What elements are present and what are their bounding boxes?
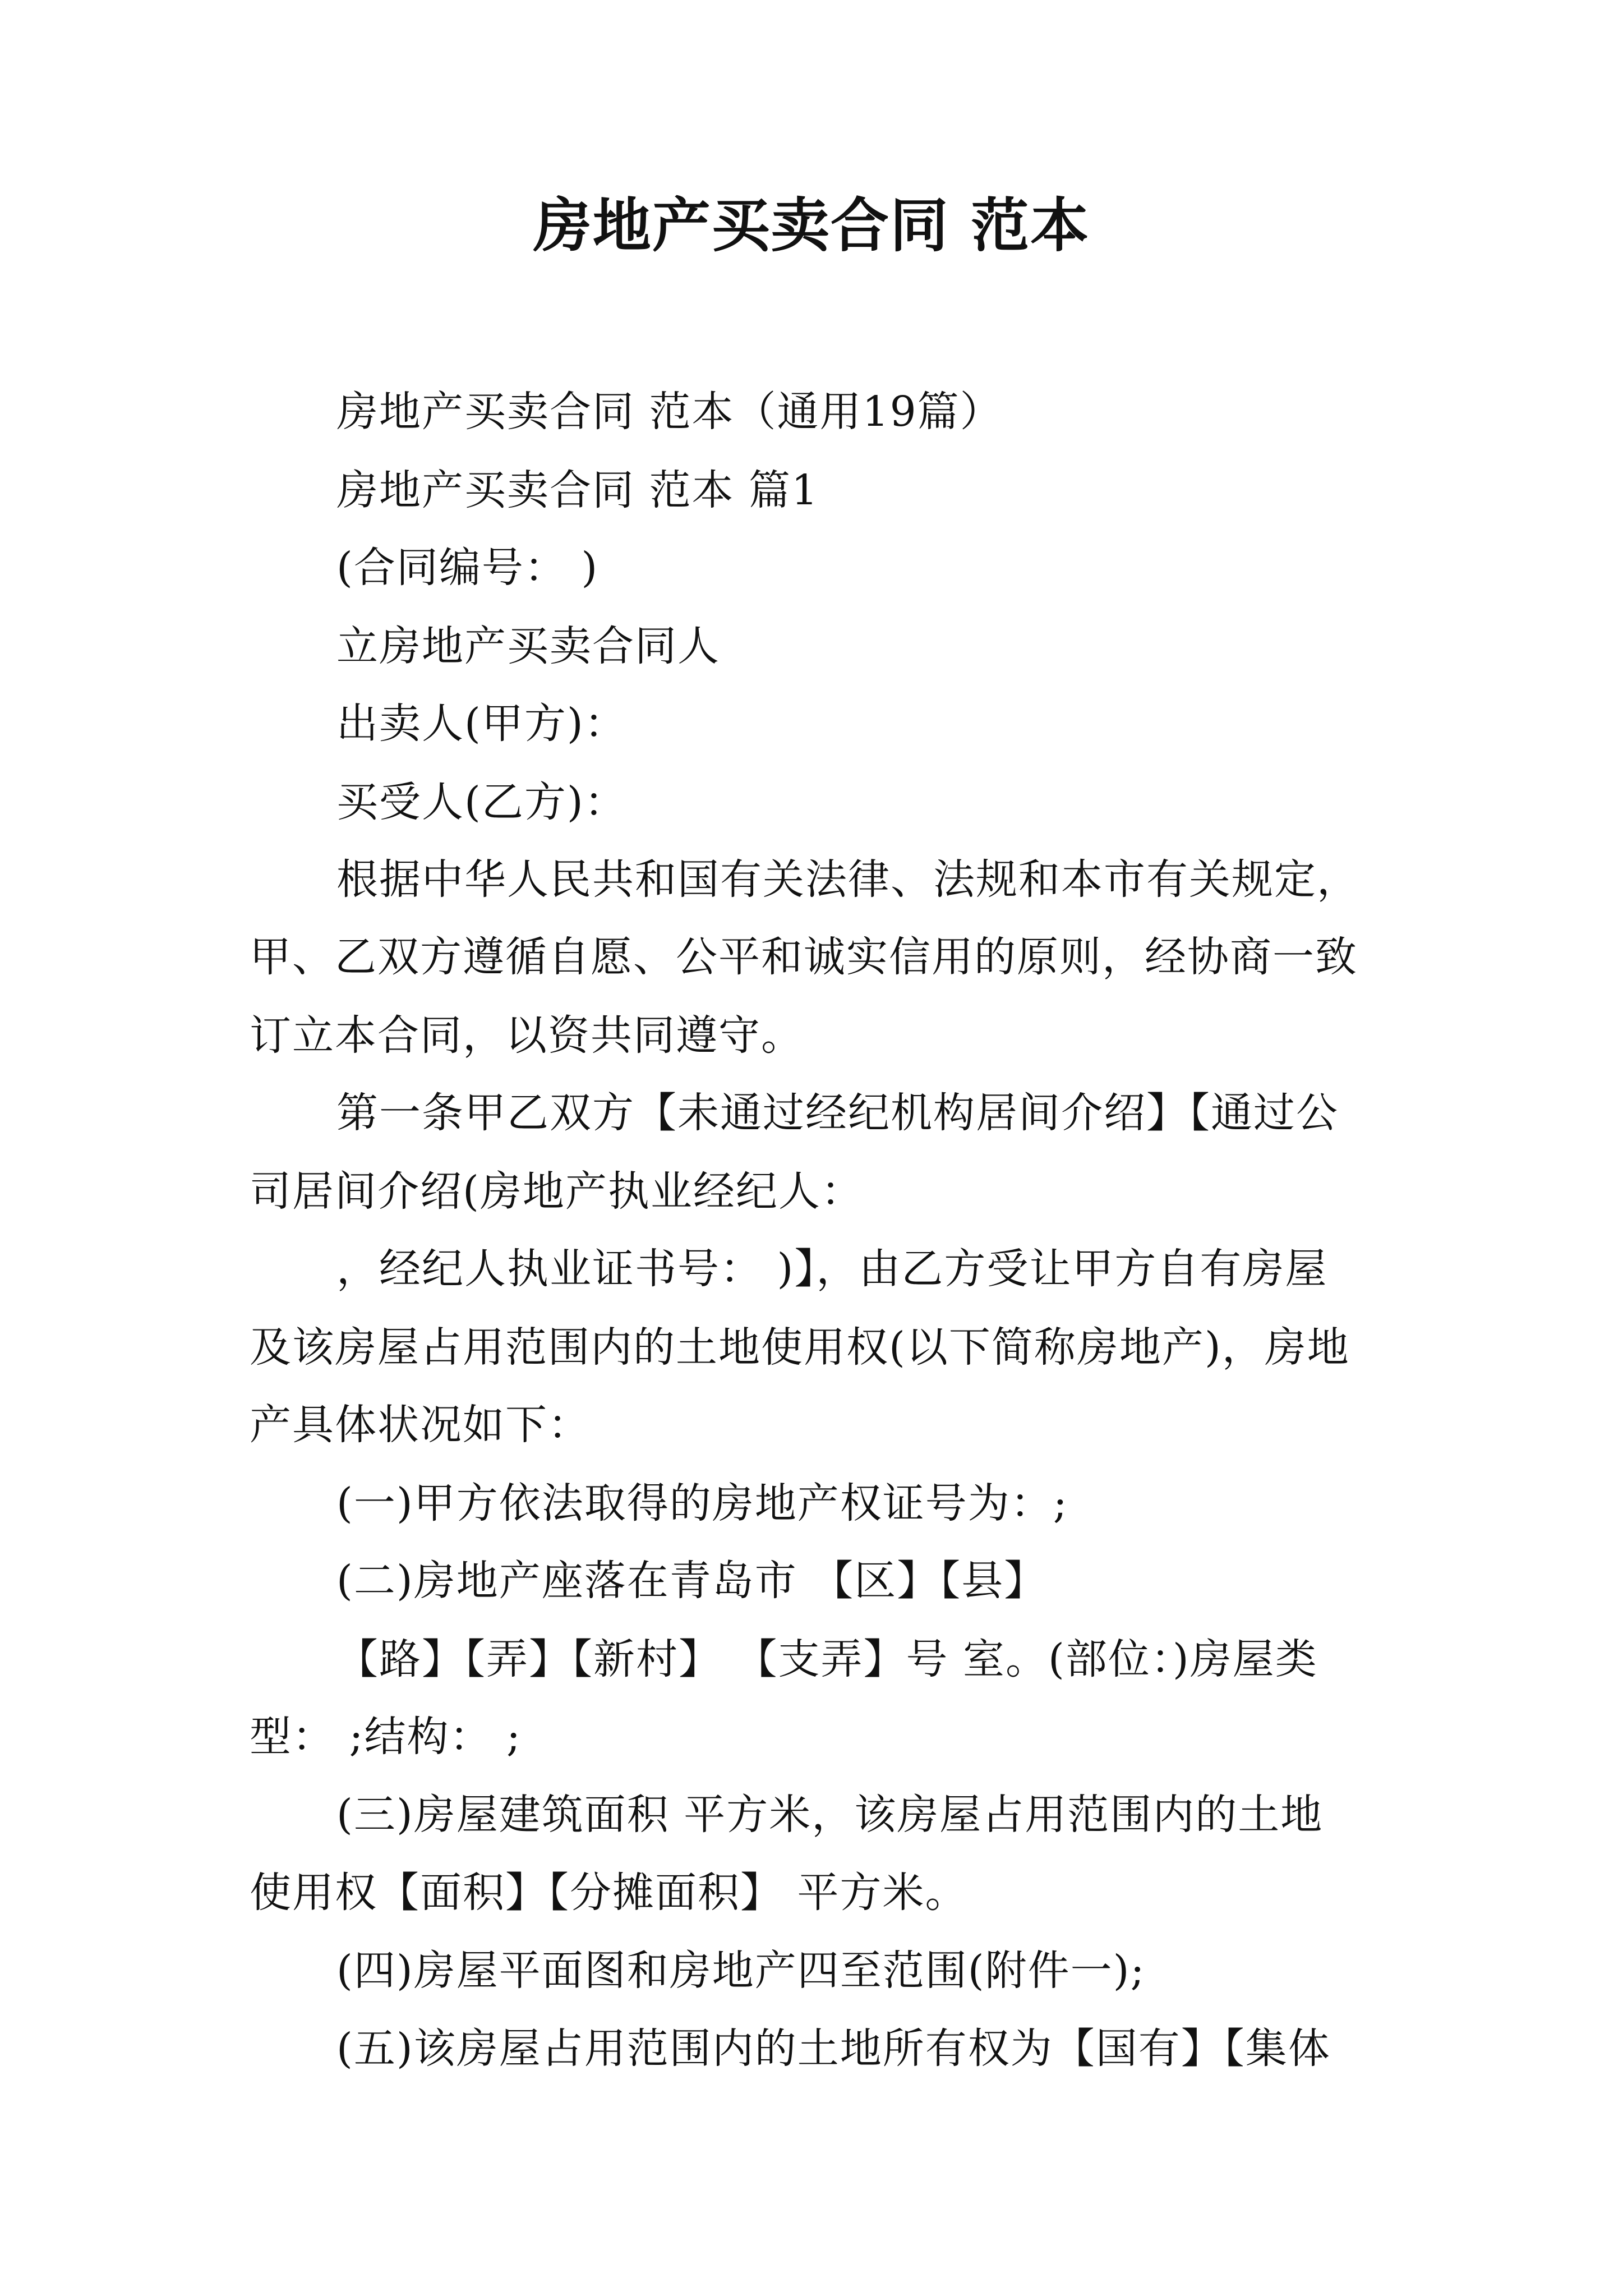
paragraph-line: 根据中华人民共和国有关法律、法规和本市有关规定， <box>336 855 1359 904</box>
document-title: 房地产买卖合同 范本 <box>533 191 1090 260</box>
paragraph-line: 订立本合同，以资共同遵守。 <box>250 1011 804 1060</box>
clause-item: (五)该房屋占用范围内的土地所有权为【国有】【集体 <box>336 2024 1331 2073</box>
paragraph-line: 甲、乙双方遵循自愿、公平和诚实信用的原则，经协商一致 <box>250 933 1358 981</box>
paragraph-line: 【路】【弄】【新村】 【支弄】号 室。(部位：)房屋类 <box>336 1635 1318 1683</box>
seller-label: 出卖人(甲方)： <box>336 700 627 748</box>
buyer-label: 买受人(乙方)： <box>336 778 627 826</box>
paragraph-line: 司居间介绍(房地产执业经纪人： <box>250 1167 864 1216</box>
contract-parties-heading: 立房地产买卖合同人 <box>336 622 720 670</box>
contract-number: (合同编号： ) <box>336 544 599 592</box>
paragraph-line: 及该房屋占用范围内的土地使用权(以下简称房地产)，房地 <box>250 1323 1350 1372</box>
document-subtitle: 房地产买卖合同 范本（通用19篇） <box>336 388 1003 436</box>
clause-item: (二)房地产座落在青岛市 【区】【县】 <box>336 1557 1047 1605</box>
paragraph-line: 型： ;结构： ; <box>250 1713 522 1761</box>
paragraph-line: 产具体状况如下： <box>250 1401 591 1449</box>
paragraph-line: 第一条甲乙双方【未通过经纪机构居间介绍】【通过公 <box>336 1089 1339 1137</box>
paragraph-line: ，经纪人执业证书号： )】，由乙方受让甲方自有房屋 <box>336 1245 1328 1293</box>
clause-item: (三)房屋建筑面积 平方米，该房屋占用范围内的土地 <box>336 1791 1324 1839</box>
clause-item: (四)房屋平面图和房地产四至范围(附件一); <box>336 1947 1146 1995</box>
paragraph-line: 使用权【面积】【分摊面积】 平方米。 <box>250 1869 968 1917</box>
section-heading: 房地产买卖合同 范本 篇1 <box>336 466 819 514</box>
clause-item: (一)甲方依法取得的房地产权证号为：; <box>336 1479 1068 1527</box>
